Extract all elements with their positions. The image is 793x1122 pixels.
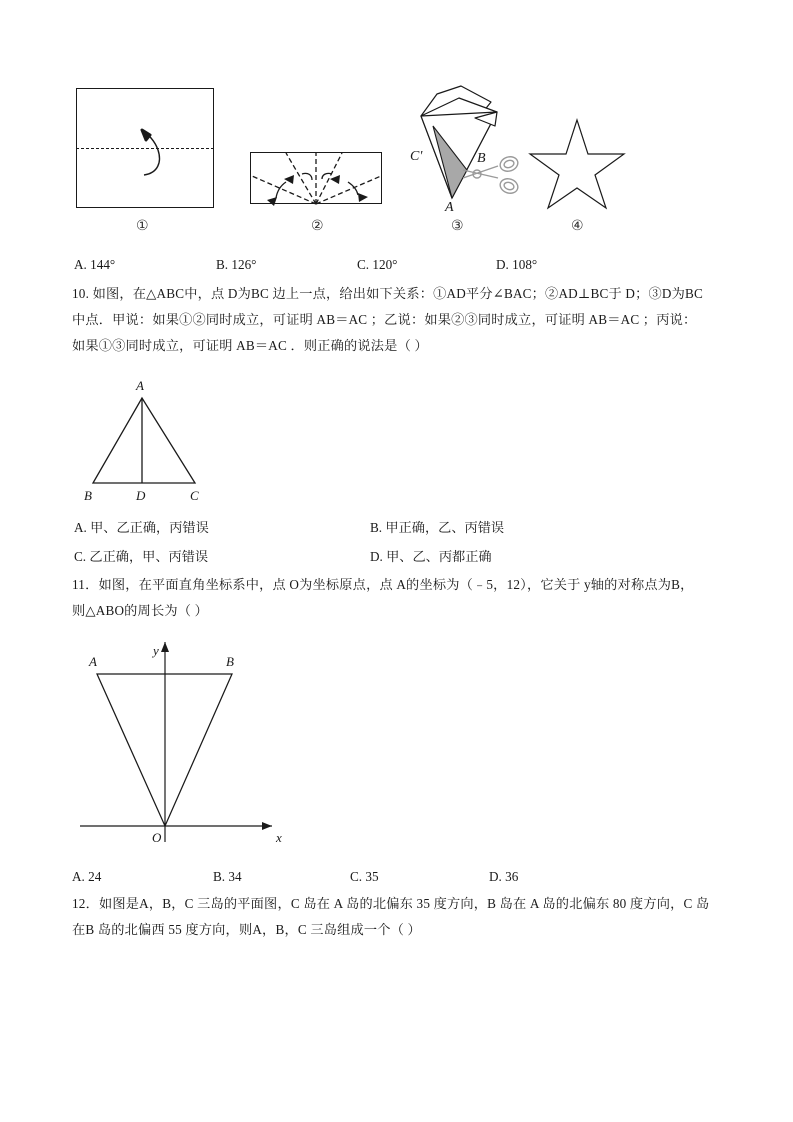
q11-option-c-value: 35 [365,869,379,884]
q9-option-a-value: 144° [90,257,116,272]
figure-row-q9 [0,0,793,250]
y-axis-arrow [161,642,169,652]
q10-option-b-key: B. [370,520,383,535]
figure3-label-c: C' [410,149,423,164]
q11-option-a[interactable] [72,869,101,885]
fold-arrow-icon [76,88,216,210]
q10-label-d: D [136,488,146,503]
q11-option-b[interactable] [213,869,242,885]
figure-caption-4: ④ [571,218,584,234]
figure-caption-1: ① [136,218,149,234]
q9-option-a[interactable] [74,257,115,273]
figure-q11-coordinate-plane [60,630,340,860]
q11-option-b-key: B. [213,869,226,884]
q11-option-b-value: 34 [228,869,242,884]
figure-q10-triangle-abc [60,370,300,505]
figure-caption-3: ③ [451,218,464,234]
figure-3-folded-cone-with-scissors [405,78,530,215]
q10-text-line-2: 中点．甲说：如果①②同时成立，可证明 AB＝AC ；乙说：如果②③同时成立，可证明 AB＝AC ；丙说： [72,312,697,327]
q11-option-a-key: A. [72,869,85,884]
q11-text-line-1: 11．如图，在平面直角坐标系中，点 O为坐标原点，点 A的坐标为（﹣5，12），它关于 y轴的对称点为B， [72,577,694,592]
q11-label-x: x [276,830,282,845]
q10-option-c-key: C. [74,549,87,564]
figure-4-star [528,118,626,210]
q9-option-c-value: 120° [372,257,398,272]
x-axis-arrow [262,822,272,830]
q9-option-d-key: D. [496,257,509,272]
q9-option-d-value: 108° [512,257,538,272]
q9-option-b-key: B. [216,257,229,272]
q9-option-c[interactable] [357,257,397,273]
q9-option-c-key: C. [357,257,370,272]
q11-option-d[interactable] [489,869,518,885]
q10-text-line-3: 如果①③同时成立，可证明 AB＝AC ．则正确的说法是（ ） [72,338,428,353]
q9-option-b-value: 126° [231,257,257,272]
q10-option-c[interactable] [74,546,208,565]
q11-label-b: B [226,654,234,669]
q10-option-a[interactable] [74,517,209,536]
q9-option-a-key: A. [74,257,87,272]
q11-text-line-2: 则△ABO的周长为（ ） [72,603,208,618]
fan-fold-lines [250,152,384,206]
q12-text-line-2: 在B 岛的北偏西 55 度方向，则A，B，C 三岛组成一个（ ） [72,922,421,937]
q9-option-d[interactable] [496,257,537,273]
q11-option-d-value: 36 [505,869,519,884]
figure3-label-a: A [445,200,454,215]
q11-label-o: O [152,830,162,845]
q9-option-b[interactable] [216,257,256,273]
q10-option-b[interactable] [370,517,504,536]
figure3-label-b: B [477,151,486,166]
q10-option-d[interactable] [370,546,492,565]
q11-label-a: A [89,654,97,669]
q10-option-a-value: 甲、乙正确，丙错误 [90,520,209,535]
figure-caption-2: ② [311,218,324,234]
q11-option-c[interactable] [350,869,379,885]
q10-label-b: B [84,488,92,503]
q10-label-a: A [136,378,144,393]
q10-option-c-value: 乙正确，甲、丙错误 [89,549,209,564]
q10-option-d-value: 甲、乙、丙都正确 [386,549,492,564]
q11-option-d-key: D. [489,869,502,884]
q11-option-c-key: C. [350,869,363,884]
q10-option-b-value: 甲正确，乙、丙错误 [385,520,505,535]
q11-label-y: y [153,643,159,658]
q10-option-a-key: A. [74,520,87,535]
q10-option-d-key: D. [370,549,383,564]
q10-text-line-1: 10. 如图，在△ABC中，点 D为BC 边上一点，给出如下关系：①AD平分∠BAC；②AD⊥BC于 D；③D为BC [72,286,703,301]
q10-label-c: C [190,488,199,503]
q11-option-a-value: 24 [88,869,102,884]
q12-text-line-1: 12．如图是A，B，C 三岛的平面图，C 岛在 A 岛的北偏东 35 度方向，B 岛在 A 岛的北偏东 80 度方向，C 岛 [72,896,710,911]
